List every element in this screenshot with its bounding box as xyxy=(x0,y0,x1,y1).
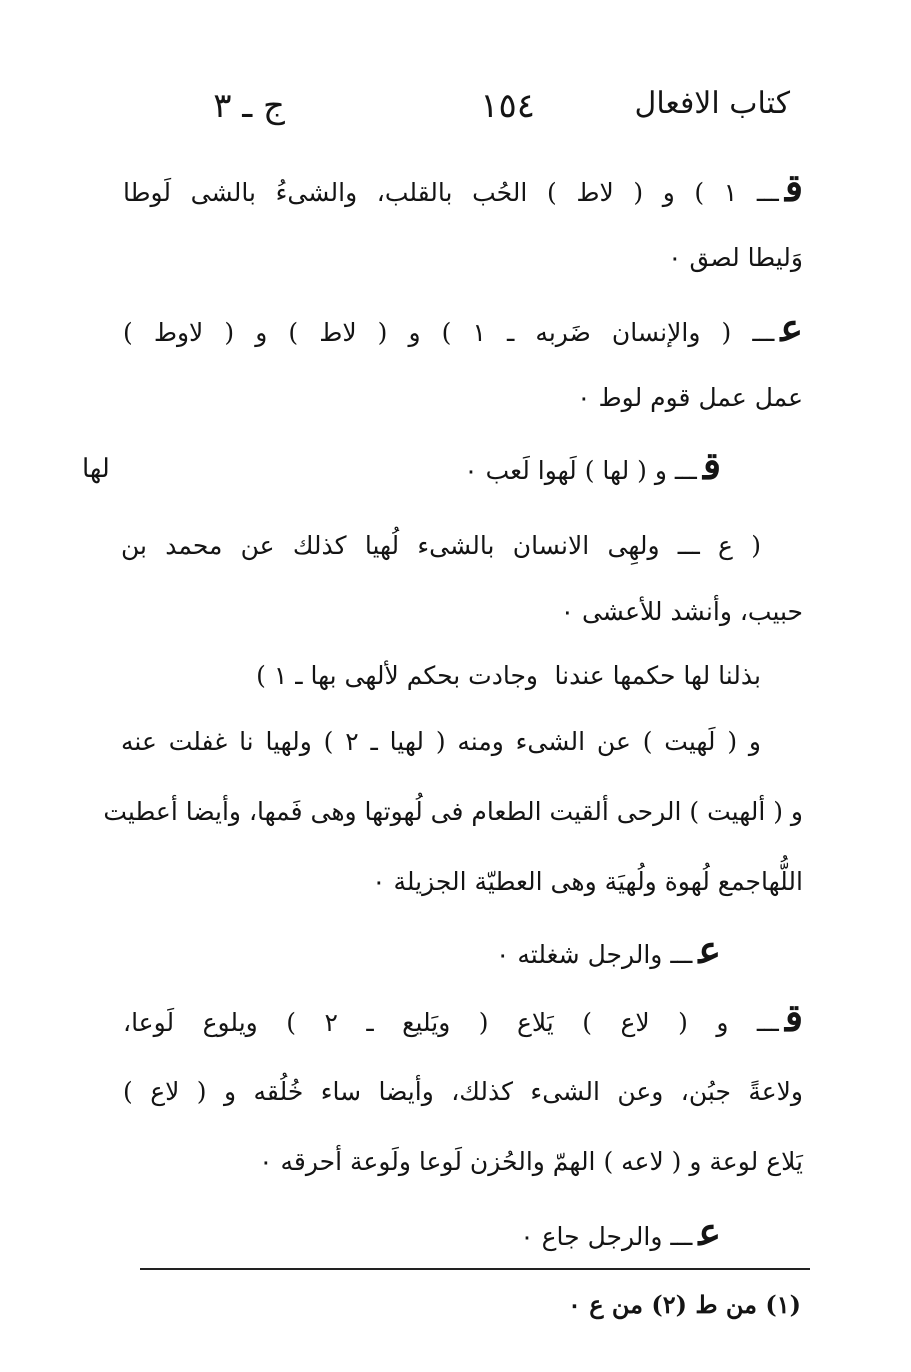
text-line xyxy=(81,443,721,490)
text-line xyxy=(123,592,803,636)
margin-keyword: لها xyxy=(82,454,110,484)
entry-letter: ق xyxy=(784,165,803,210)
line-text: ( ع ـــ ولهِى الانسان بالشىء لُهيا كذلك عن محمد بن xyxy=(121,531,761,560)
line-text: ولاعةً جبُن، وعن الشىء كذلك، وأيضا ساء خُلُقه و ( لاع ) xyxy=(123,1077,803,1106)
text-line xyxy=(123,378,803,422)
text-line xyxy=(121,722,761,766)
line-text: ـــ و ( لها ) لَهوا لَعب ٠ xyxy=(464,456,697,485)
entry-letter: ع xyxy=(780,305,803,350)
line-text: ـــ والرجل شغلته ٠ xyxy=(496,940,693,969)
text-line xyxy=(81,927,721,974)
text-line xyxy=(123,1072,803,1116)
footnote-divider xyxy=(140,1268,810,1270)
line-text: و ( ألهيت ) الرحى ألقيت الطعام فى لُهوتها وهى فَمها، وأيضا أعطيت xyxy=(103,797,803,826)
line-text: اللُّهاجمع لُهوة ولُهيَة وهى العطيّة الجزيلة ٠ xyxy=(372,867,803,896)
line-text: وَليطا لصق ٠ xyxy=(668,243,803,272)
running-header xyxy=(190,86,790,146)
line-text: ـــ و ( لاع ) يَلاع ( ويَليع ـ ٢ ) ويلوع لَوعا، xyxy=(123,1008,779,1037)
entry-letter: ع xyxy=(698,1209,721,1254)
text-line xyxy=(123,238,803,282)
line-text: عمل عمل قوم لوط ٠ xyxy=(577,383,803,412)
line-text: ـــ ( والإنسان ضَربه ـ ١ ) و ( لاط ) و ( لاوط ) xyxy=(123,318,775,347)
second-hemistich: وجادت بحكم لألهى بها ـ ١ ) xyxy=(256,661,538,690)
text-line xyxy=(123,1142,803,1186)
text-line xyxy=(123,995,803,1042)
text-line xyxy=(123,165,803,212)
line-text: ـــ ١ ) و ( لاط ) الحُب بالقلب، والشىءُ بالشى لَوطا xyxy=(123,178,779,207)
text-line xyxy=(121,526,761,570)
text-line xyxy=(81,1209,721,1256)
line-text: و ( لَهيت ) عن الشىء ومنه ( لهيا ـ ٢ ) ولهيا نا غفلت عنه xyxy=(121,727,761,756)
entry-letter: ع xyxy=(698,927,721,972)
line-text: ـــ والرجل جاع ٠ xyxy=(520,1222,693,1251)
text-line xyxy=(123,305,803,352)
line-text: يَلاع لوعة و ( لاعه ) الهمّ والحُزن لَوعا ولَوعة أحرقه ٠ xyxy=(259,1147,803,1176)
poetry-verse xyxy=(123,656,803,700)
volume-label: ج ـ ٣ xyxy=(213,86,285,126)
entry-letter: ق xyxy=(702,443,721,488)
line-text: حبيب، وأنشد للأعشى ٠ xyxy=(560,597,803,626)
entry-letter: ق xyxy=(784,995,803,1040)
page-number: ١٥٤ xyxy=(480,86,535,126)
footnote: (١) من ط (٢) من ع ٠ xyxy=(567,1290,801,1319)
text-line xyxy=(123,862,803,906)
first-hemistich: بذلنا لها حكمها عندنا xyxy=(554,661,761,690)
book-title: كتاب الافعال xyxy=(634,86,790,121)
text-line xyxy=(103,792,803,836)
